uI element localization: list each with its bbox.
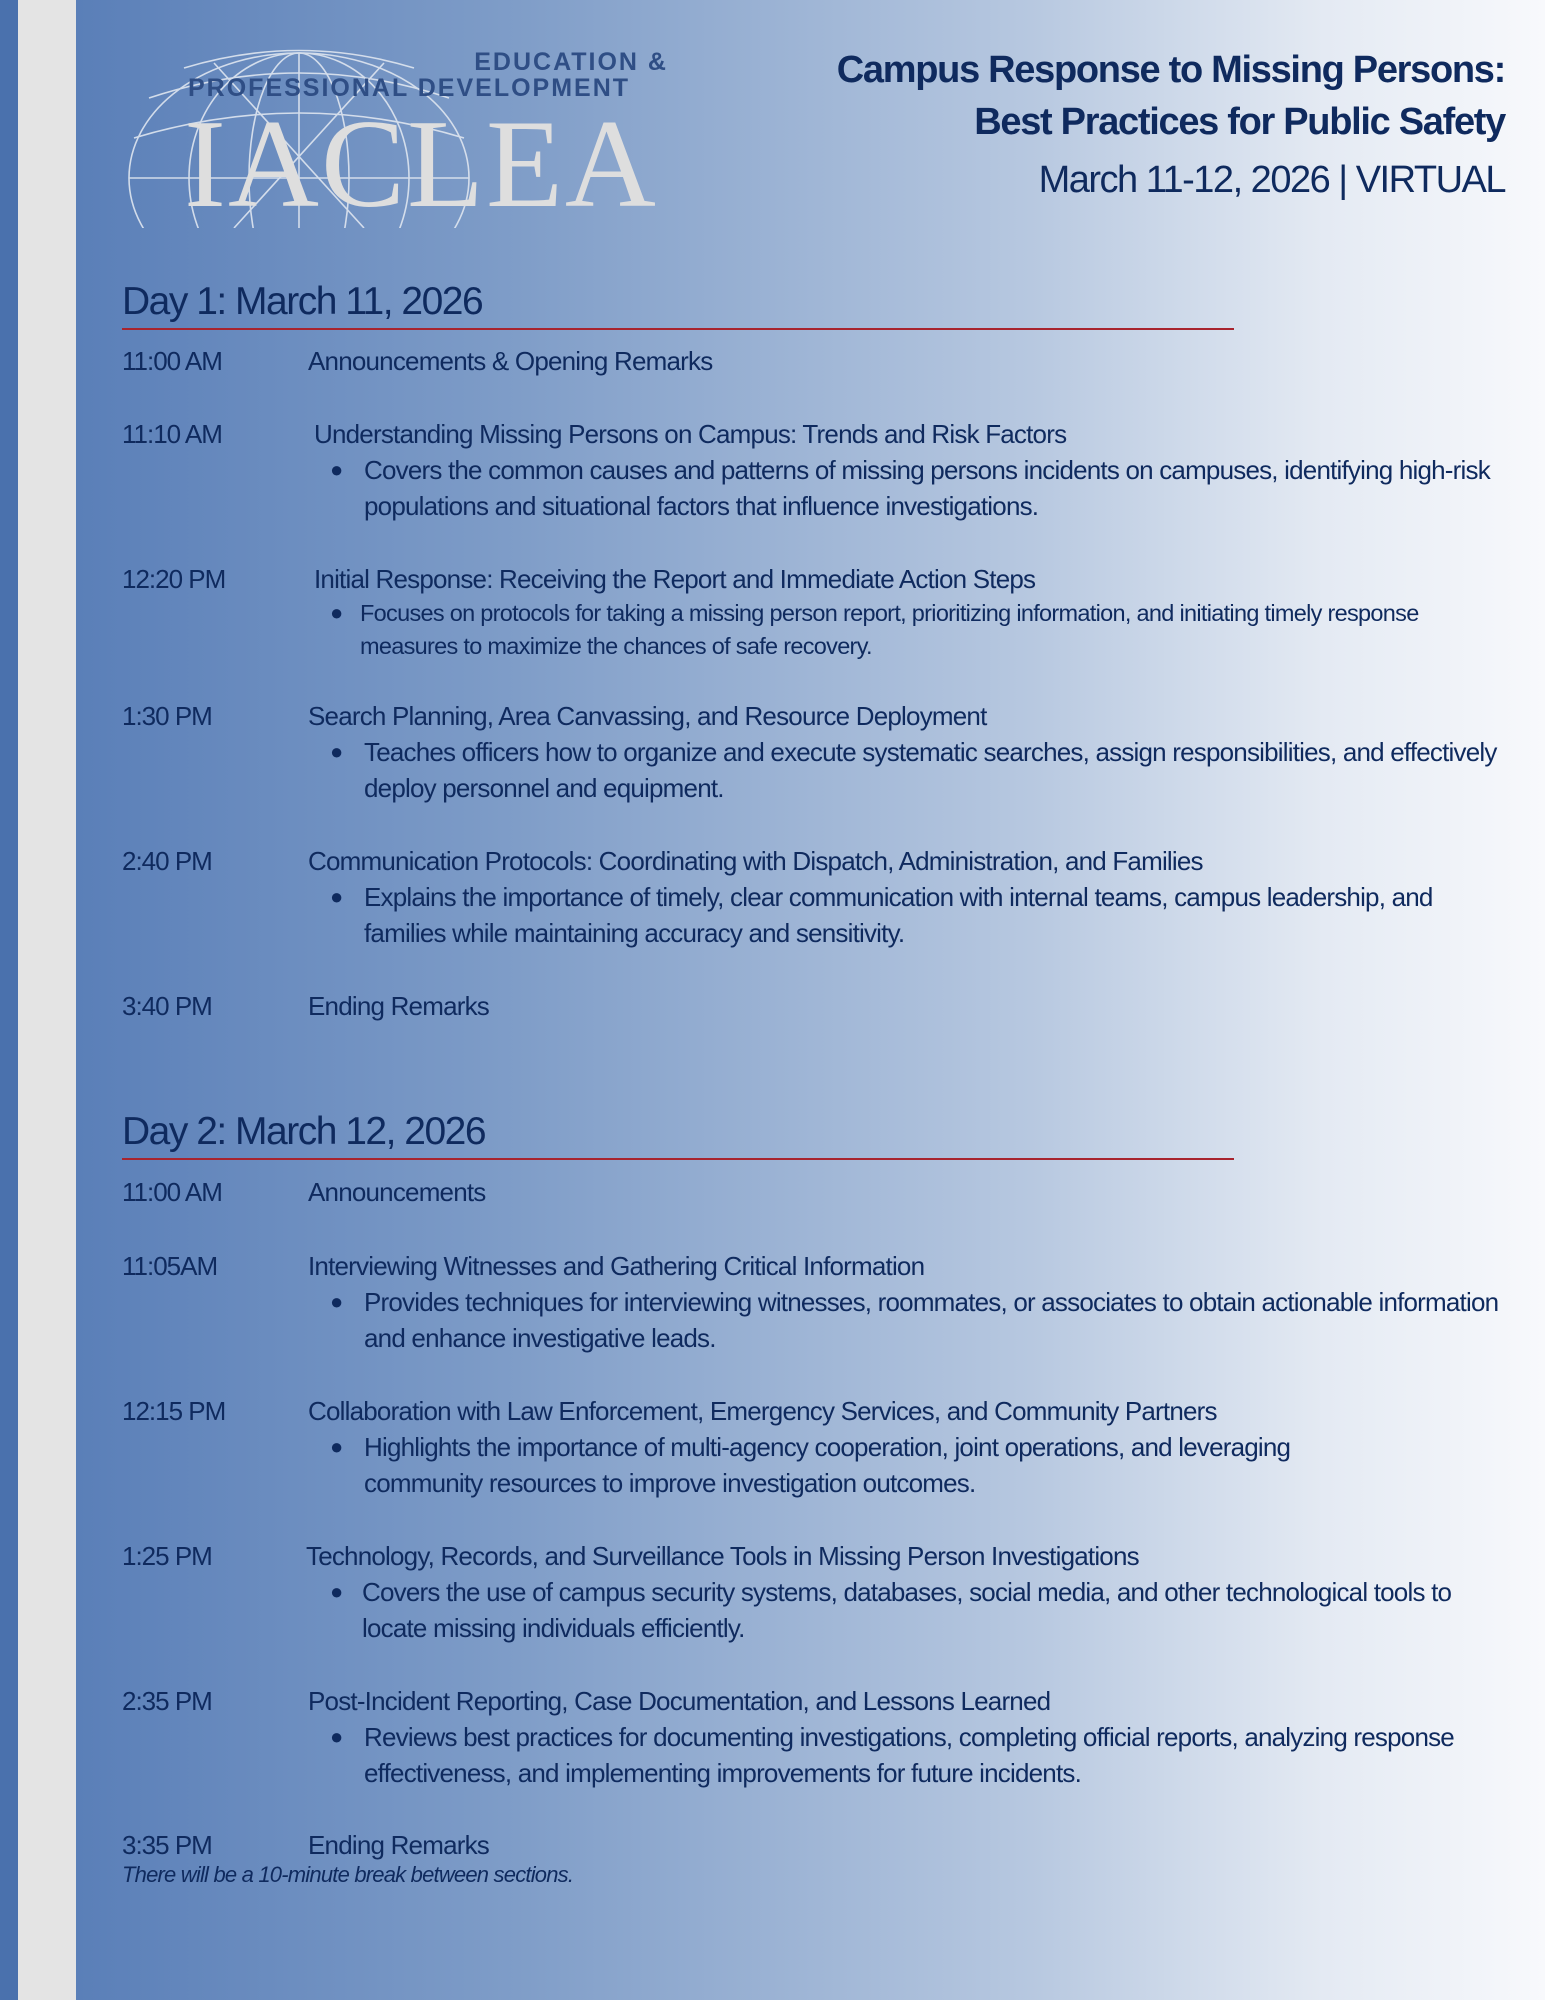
agenda-time: 11:05AM xyxy=(122,1251,218,1281)
agenda-time: 12:15 PM xyxy=(122,1396,226,1426)
iaclea-logo xyxy=(124,28,694,234)
break-note: There will be a 10-minute break between sections. xyxy=(122,1862,574,1887)
agenda-time: 2:40 PM xyxy=(122,846,212,876)
agenda-session-description: Covers the use of campus security systems, databases, social media, and other technological tools to locate missing individuals efficiently. xyxy=(362,1577,1452,1643)
bullet-icon: ● xyxy=(330,457,344,482)
agenda-session-title: Search Planning, Area Canvassing, and Resource Deployment xyxy=(308,701,987,731)
agenda-time: 3:35 PM xyxy=(122,1830,212,1860)
bullet-icon: ● xyxy=(330,1724,344,1749)
bullet-icon: ● xyxy=(330,739,344,764)
agenda-session-title: Communication Protocols: Coordinating with Dispatch, Administration, and Families xyxy=(308,846,1203,876)
logo-education-text: EDUCATION & xyxy=(474,48,668,76)
left-accent-strip xyxy=(0,0,18,2000)
agenda-time: 1:25 PM xyxy=(122,1541,212,1571)
agenda-session-title: Post-Incident Reporting, Case Documentation, and Lessons Learned xyxy=(308,1686,1051,1716)
agenda-session-description: Explains the importance of timely, clear communication with internal teams, campus leadership, and families while maintaining accuracy and sensitivity. xyxy=(364,882,1433,948)
agenda-session-title: Announcements & Opening Remarks xyxy=(308,346,713,376)
agenda-session-title: Understanding Missing Persons on Campus: Trends and Risk Factors xyxy=(314,419,1067,449)
agenda-session-description: Reviews best practices for documenting investigations, completing official reports, analyzing response effectiveness, and implementing improvements for future incidents. xyxy=(364,1722,1454,1788)
bullet-icon: ● xyxy=(330,1579,344,1604)
agenda-session-description: Focuses on protocols for taking a missing person report, prioritizing information, and initiating timely response measures to maximize the chances of safe recovery. xyxy=(360,600,1419,659)
agenda-time: 1:30 PM xyxy=(122,701,212,731)
day2-heading: Day 2: March 12, 2026 xyxy=(122,1108,1234,1160)
agenda-session-description: Highlights the importance of multi-agency cooperation, joint operations, and leveraging community resources to improve investigation outcomes. xyxy=(364,1432,1291,1498)
logo-wordmark: IACLEA xyxy=(184,95,658,234)
day1-heading: Day 1: March 11, 2026 xyxy=(122,278,1234,330)
bullet-icon: ● xyxy=(330,1434,344,1459)
agenda-session-title: Collaboration with Law Enforcement, Emergency Services, and Community Partners xyxy=(308,1396,1217,1426)
left-gray-strip xyxy=(18,0,76,2000)
agenda-time: 11:00 AM xyxy=(122,346,222,376)
bullet-icon: ● xyxy=(330,600,344,625)
document-header xyxy=(837,44,1505,208)
agenda-session-title: Initial Response: Receiving the Report and Immediate Action Steps xyxy=(314,564,1036,594)
document-title-line2: Best Practices for Public Safety xyxy=(974,101,1505,143)
bullet-icon: ● xyxy=(330,1289,344,1314)
agenda-session-title: Interviewing Witnesses and Gathering Critical Information xyxy=(308,1251,925,1281)
logo-professional-development-text: PROFESSIONAL DEVELOPMENT xyxy=(188,74,631,102)
agenda-time: 11:00 AM xyxy=(122,1177,222,1207)
agenda-session-description: Covers the common causes and patterns of missing persons incidents on campuses, identifying high-risk populations and situational factors that influence investigations. xyxy=(364,455,1490,521)
agenda-session-title: Announcements xyxy=(308,1177,486,1207)
event-date-location: March 11-12, 2026 | VIRTUAL xyxy=(1038,159,1505,201)
agenda-session-title: Ending Remarks xyxy=(308,1830,489,1860)
agenda-time: 11:10 AM xyxy=(122,419,222,449)
agenda-time: 3:40 PM xyxy=(122,991,212,1021)
bullet-icon: ● xyxy=(330,884,344,909)
agenda-session-title: Technology, Records, and Surveillance Tools in Missing Person Investigations xyxy=(306,1541,1139,1571)
agenda-session-title: Ending Remarks xyxy=(308,991,489,1021)
agenda-time: 2:35 PM xyxy=(122,1686,212,1716)
document-title-line1: Campus Response to Missing Persons: xyxy=(836,49,1505,91)
agenda-time: 12:20 PM xyxy=(122,564,226,594)
agenda-session-description: Teaches officers how to organize and execute systematic searches, assign responsibilities, and effectively deploy personnel and equipment. xyxy=(364,737,1497,803)
agenda-session-description: Provides techniques for interviewing witnesses, roommates, or associates to obtain actionable information and enhance investigative leads. xyxy=(364,1287,1499,1353)
